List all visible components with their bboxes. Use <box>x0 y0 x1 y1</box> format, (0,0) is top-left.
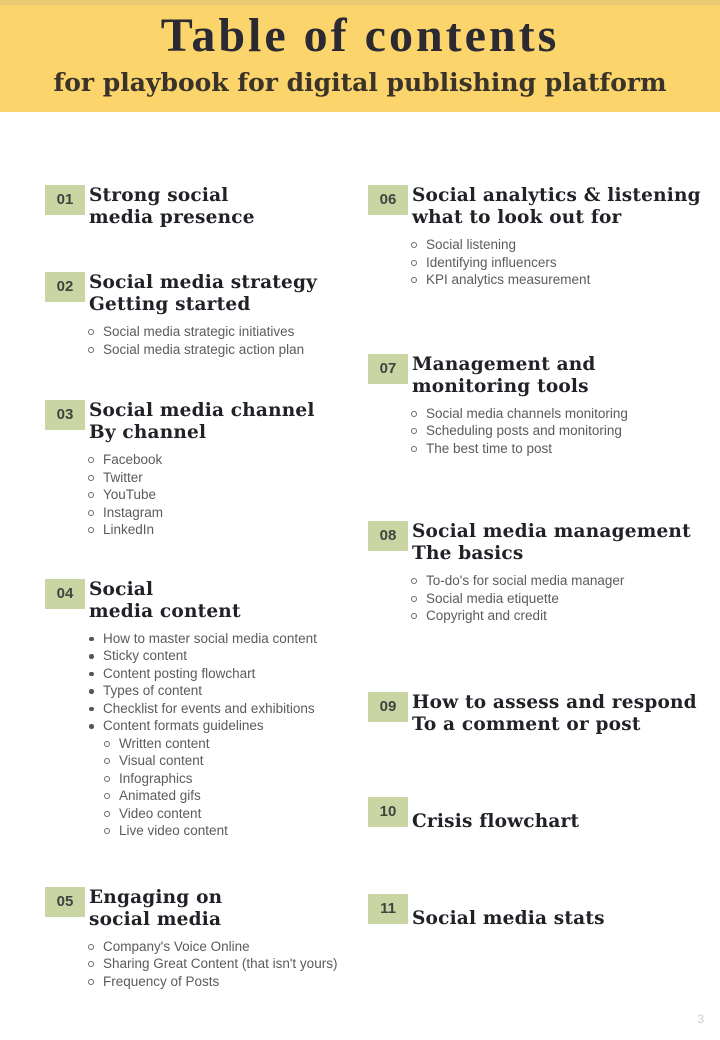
section-number-badge: 01 <box>45 185 85 215</box>
section-body <box>89 579 241 623</box>
section-body <box>412 692 697 736</box>
section-title-line1: Social media strategy <box>89 272 318 293</box>
toc-section <box>368 692 715 736</box>
circle-bullet-icon <box>411 405 426 423</box>
list-item-label: The best time to post <box>426 440 553 456</box>
section-item-list <box>88 323 368 358</box>
list-item <box>104 822 368 840</box>
section-number-badge: 11 <box>368 894 408 924</box>
section-body <box>412 894 605 930</box>
circle-bullet-icon <box>411 254 426 272</box>
list-item-label: Live video content <box>119 823 228 838</box>
list-item <box>411 422 715 440</box>
list-item-label: Sharing Great Content (that isn't yours) <box>103 956 338 971</box>
header-band <box>0 0 720 112</box>
toc-section <box>368 797 715 833</box>
section-body <box>89 272 317 316</box>
list-item-label: How to master social media content <box>103 630 317 646</box>
list-item-label: Identifying influencers <box>426 254 557 270</box>
list-item-label: Social media strategic action plan <box>103 341 305 357</box>
list-item <box>411 572 715 590</box>
list-item <box>411 607 715 625</box>
section-item-list <box>88 630 368 840</box>
circle-bullet-icon <box>411 607 426 625</box>
section-title-line1: Engaging on <box>89 886 223 908</box>
disc-bullet-icon <box>88 665 103 683</box>
disc-bullet-icon <box>88 630 103 648</box>
section-body <box>412 521 691 565</box>
section-body <box>412 797 579 833</box>
list-item-label: Content formats guidelines <box>103 718 264 733</box>
circle-bullet-icon <box>88 451 103 469</box>
section-item-list <box>88 451 368 539</box>
circle-bullet-icon <box>104 735 119 753</box>
circle-bullet-icon <box>411 271 426 289</box>
list-item-label: Social media strategic initiatives <box>103 324 295 339</box>
disc-bullet-icon <box>88 700 103 718</box>
section-number-badge: 02 <box>45 272 85 302</box>
circle-bullet-icon <box>104 822 119 840</box>
circle-bullet-icon <box>104 787 119 805</box>
section-body <box>412 354 596 398</box>
list-item-label: Types of content <box>103 683 203 698</box>
list-item-label: LinkedIn <box>103 522 155 537</box>
section-body <box>412 185 701 229</box>
list-item <box>88 973 368 991</box>
disc-bullet-icon <box>88 647 103 665</box>
circle-bullet-icon <box>411 590 426 608</box>
section-title-line1: Management and <box>412 353 596 375</box>
section-number-badge: 03 <box>45 400 85 430</box>
list-item-label: Twitter <box>103 469 143 485</box>
circle-bullet-icon <box>88 938 103 956</box>
list-item-label: Visual content <box>119 753 204 768</box>
list-item <box>104 735 368 753</box>
toc-section <box>368 354 715 398</box>
toc-section <box>45 272 368 316</box>
section-item-list <box>411 572 715 625</box>
list-item <box>88 451 368 469</box>
list-item-label: Facebook <box>103 452 163 467</box>
list-item-label: Frequency of Posts <box>103 973 220 989</box>
header-band-top-strip <box>0 0 720 5</box>
toc-section <box>368 521 715 565</box>
list-item <box>411 236 715 254</box>
list-item <box>88 938 368 956</box>
page-number: 3 <box>697 1012 704 1026</box>
list-item-label: KPI analytics measurement <box>426 272 591 287</box>
list-item <box>411 271 715 289</box>
toc-column-left <box>45 112 368 990</box>
section-title-line2: what to look out for <box>412 207 622 228</box>
page-title: Table of contents <box>160 9 560 62</box>
circle-bullet-icon <box>104 770 119 788</box>
section-title-line2: monitoring tools <box>412 375 589 397</box>
disc-bullet-icon <box>88 682 103 700</box>
list-item <box>88 700 368 718</box>
toc-section <box>45 185 368 229</box>
section-title-line1: Social media channel <box>89 400 315 421</box>
list-item <box>88 717 368 735</box>
list-item <box>104 787 368 805</box>
section-title-line2: The basics <box>412 543 524 564</box>
list-item-label: Sticky content <box>103 648 188 663</box>
section-title-line1: How to assess and respond <box>412 691 697 713</box>
circle-bullet-icon <box>104 805 119 823</box>
circle-bullet-icon <box>88 504 103 522</box>
circle-bullet-icon <box>88 973 103 991</box>
list-item-label: Animated gifs <box>119 788 201 803</box>
section-title-line2: media presence <box>89 207 255 228</box>
toc-content <box>0 112 720 990</box>
list-item-label: YouTube <box>103 487 157 502</box>
circle-bullet-icon <box>88 955 103 973</box>
list-item <box>411 254 715 272</box>
list-item-label: Social media channels monitoring <box>426 405 628 421</box>
list-item-label: Copyright and credit <box>426 608 547 623</box>
list-item-label: Content posting flowchart <box>103 665 256 681</box>
section-number-badge: 08 <box>368 521 408 551</box>
section-number-badge: 04 <box>45 579 85 609</box>
toc-section <box>368 894 715 930</box>
circle-bullet-icon <box>104 752 119 770</box>
list-item <box>88 469 368 487</box>
section-body <box>89 400 315 444</box>
list-item <box>411 405 715 423</box>
list-item <box>88 665 368 683</box>
disc-bullet-icon <box>88 717 103 735</box>
section-item-list <box>411 405 715 458</box>
circle-bullet-icon <box>88 323 103 341</box>
section-title-line2: By channel <box>89 422 207 443</box>
circle-bullet-icon <box>88 486 103 504</box>
list-item <box>88 341 368 359</box>
toc-column-right <box>368 112 715 990</box>
section-title-line1: Social <box>89 578 154 600</box>
section-title-line1: Crisis flowchart <box>412 810 580 832</box>
list-item-label: Social media etiquette <box>426 590 559 606</box>
toc-section <box>45 400 368 444</box>
list-item-label: Infographics <box>119 770 193 786</box>
list-item-label: Scheduling posts and monitoring <box>426 423 622 438</box>
section-title-line2: Getting started <box>89 294 251 315</box>
circle-bullet-icon <box>411 236 426 254</box>
section-number-badge: 09 <box>368 692 408 722</box>
list-item <box>88 955 368 973</box>
list-item-label: Social listening <box>426 237 517 252</box>
section-title-line2: social media <box>89 908 222 930</box>
section-title-line1: Social media management <box>412 521 691 542</box>
list-item <box>104 752 368 770</box>
section-number-badge: 07 <box>368 354 408 384</box>
list-item <box>88 486 368 504</box>
circle-bullet-icon <box>88 341 103 359</box>
circle-bullet-icon <box>88 521 103 539</box>
list-item <box>88 504 368 522</box>
section-item-list <box>411 236 715 289</box>
list-item <box>88 521 368 539</box>
list-item-label: Written content <box>119 735 210 751</box>
list-item <box>88 647 368 665</box>
list-item-label: Instagram <box>103 504 164 520</box>
section-item-list <box>88 938 368 991</box>
toc-section <box>45 887 368 931</box>
list-item <box>104 805 368 823</box>
section-number-badge: 06 <box>368 185 408 215</box>
circle-bullet-icon <box>88 469 103 487</box>
list-item <box>88 630 368 648</box>
section-title-line1: Social analytics & listening <box>412 185 701 206</box>
circle-bullet-icon <box>411 422 426 440</box>
list-item-label: Checklist for events and exhibitions <box>103 700 315 716</box>
list-item <box>88 682 368 700</box>
section-body <box>89 887 222 931</box>
section-title-line1: Strong social <box>89 185 229 206</box>
page-subtitle: for playbook for digital publishing platform <box>53 68 667 97</box>
circle-bullet-icon <box>411 572 426 590</box>
section-title-line2: media content <box>89 600 241 622</box>
toc-section <box>368 185 715 229</box>
list-item-label: To-do's for social media manager <box>426 573 625 588</box>
list-item-label: Video content <box>119 805 202 821</box>
section-number-badge: 05 <box>45 887 85 917</box>
toc-section <box>45 579 368 623</box>
section-title-line2: To a comment or post <box>412 713 641 735</box>
list-item <box>88 323 368 341</box>
list-item <box>411 590 715 608</box>
section-title-line1: Social media stats <box>412 907 605 929</box>
list-item <box>411 440 715 458</box>
section-body <box>89 185 255 229</box>
list-item-label: Company's Voice Online <box>103 938 250 954</box>
list-item <box>104 770 368 788</box>
section-number-badge: 10 <box>368 797 408 827</box>
circle-bullet-icon <box>411 440 426 458</box>
